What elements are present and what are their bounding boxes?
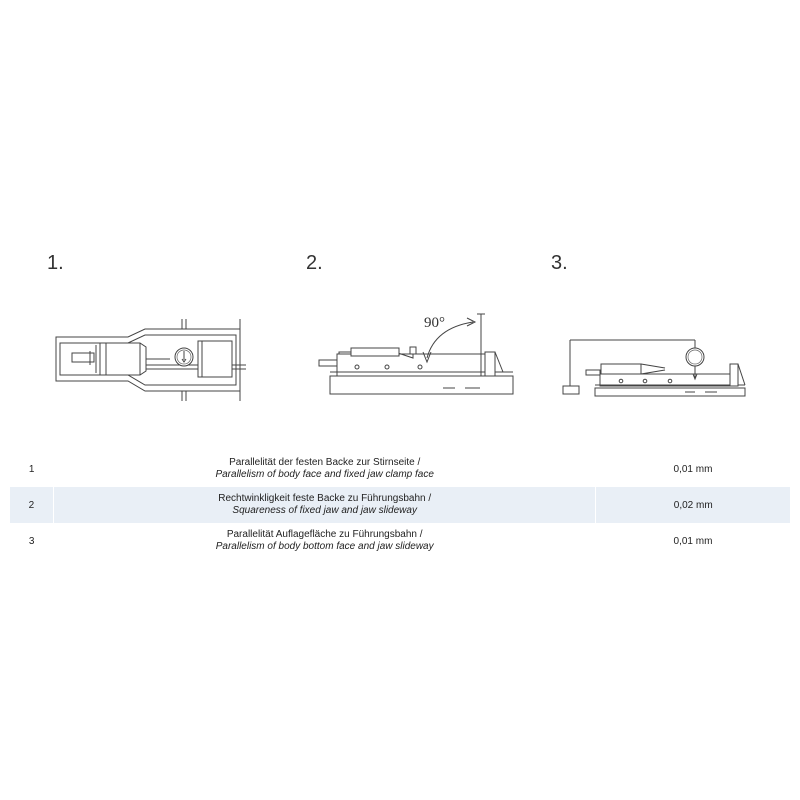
row-index: 3 xyxy=(28,535,35,547)
row-value: 0,01 mm xyxy=(673,535,713,547)
row-description xyxy=(53,523,596,559)
table-row xyxy=(10,451,790,487)
row-index: 1 xyxy=(28,463,35,475)
figure-3-diagram xyxy=(555,330,755,400)
row-text-en: Squareness of fixed jaw and jaw slideway xyxy=(232,505,417,516)
figure-3-label: 3. xyxy=(551,252,568,274)
figure-2-label: 2. xyxy=(306,252,323,274)
figure-2-diagram xyxy=(315,300,525,400)
table-row xyxy=(10,523,790,559)
table-row xyxy=(10,487,790,523)
figure-1-label: 1. xyxy=(47,252,64,274)
row-value: 0,01 mm xyxy=(673,463,713,475)
row-description xyxy=(53,451,596,487)
row-value: 0,02 mm xyxy=(596,487,790,523)
row-text-de: Rechtwinkligkeit feste Backe zu Führungsbahn / xyxy=(218,493,432,504)
row-description xyxy=(53,487,596,523)
row-text-en: Parallelism of body bottom face and jaw slideway xyxy=(215,541,434,552)
row-text-de: Parallelität Auflagefläche zu Führungsbahn / xyxy=(226,529,423,540)
row-index: 2 xyxy=(10,487,53,523)
row-text-en: Parallelism of body face and fixed jaw clamp face xyxy=(215,469,434,480)
angle-90-label: 90° xyxy=(424,315,445,331)
tolerance-table xyxy=(10,451,790,559)
row-text-de: Parallelität der festen Backe zur Stirnseite / xyxy=(229,457,421,468)
figure-1-diagram xyxy=(50,315,260,405)
